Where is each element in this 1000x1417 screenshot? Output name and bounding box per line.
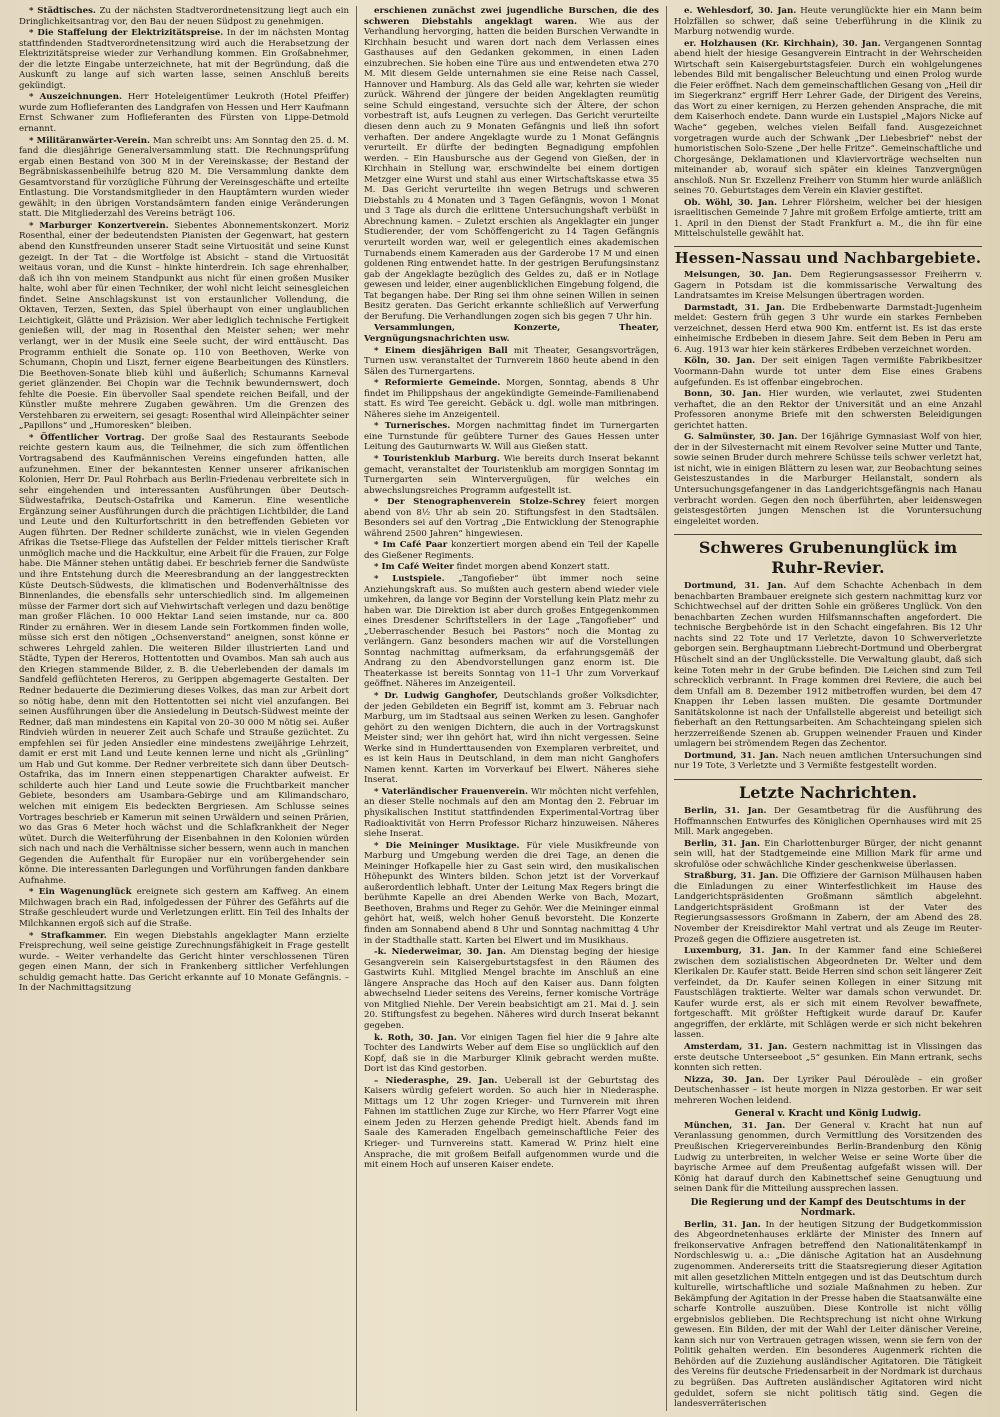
article-body: Ein wegen Diebstahls angeklagter Mann erzielte Freisprechung, weil seine geistige Zurechnungsfähigkeit in Frage gestellt wurde. – Weiter verhandelte das Gericht hinter verschlossenen Türen gegen einen Mann, der sich in Frankenberg sittlicher Verfehlungen schuldig gemacht hatte. Das Gericht erkannte auf 10 Monate Gefängnis. – In der Nachmittagsitzung xyxy=(19,930,349,994)
article-lead: * Touristenklub Marburg. xyxy=(374,453,500,464)
article-paragraph xyxy=(674,581,982,750)
article-body: konzertiert morgen abend ein Teil der Kapelle des Gießener Regiments. xyxy=(364,540,659,561)
article-paragraph xyxy=(674,432,982,527)
article-body: ereignete sich gestern am Kaffweg. An einem Milchwagen brach ein Rad, infolgedessen der Führer des Gefährts auf die Straße geschleudert wurde und Verletzungen erlitt. Ein Teil des Inhalts der Milchkannen ergoß sich auf die Straße. xyxy=(19,887,349,930)
article-paragraph xyxy=(364,454,659,496)
article-lead: * Ein Wagenunglück xyxy=(29,887,132,898)
article-body: In der heutigen Sitzung der Budgetkommission des Abgeordnetenhauses erklärte der Minister des Innern auf freikonservative Anfragen betreffend den Nationalitätenkampf in Nordschleswig u. a.: „Die dänische Agitation hat an Ausdehnung zugenommen. Andererseits tritt die Staatsregierung dieser Agitation mit allen gesetzlichen Mitteln entgegen und ist das Deutschtum durch kulturelle, wirtschaftliche und soziale Maßnahmen zu heben. Zur Bekämpfung der Agitation in der Presse haben die Staatsanwälte eine scharfe Kontrolle auszuüben. Diese Kontrolle ist nicht völlig ergebnislos geblieben. Die Rechtsprechung ist nicht ohne Wirkung gewesen. Ein Bilden, der mit der Wahl der Leiter dänischer Vereine, kann sich nur von Vertrauen getragen wissen, wenn sie fern von der Politik gehalten werden. Ein besonderes Augenmerk richten die Behörden auf die Zuziehung ausländischer Agitatoren. Die Tätigkeit des Vereins für deutsche Friedensarbeit in der Nordmark ist durchaus zu begrüßen. Das Auftreten ausländischer Agitatoren wird nicht geduldet, sofern sie nicht politisch tätig sind. Gegen die landesverräterischen xyxy=(674,1219,983,1410)
article-body: Wir möchten nicht verfehlen, an dieser Stelle nochmals auf den am Montag den 2. Februar im physikalischen Institut stattfindenden Experimental-Vortrag über Radioaktivität von Herrn Professor Richarz hinzuweisen. Näheres siehe Inserat. xyxy=(364,786,659,840)
article-body: mit Theater, Gesangsvorträgen, Turnen usw. veranstaltet der Turnverein 1860 heute abend in den Sälen des Turnergartens. xyxy=(364,345,659,377)
article-body: In der Kammer fand eine Schießerei zwischen dem sozialistischen Abgeordneten Dr. Welter und dem Klerikalen Dr. Kaufer statt. Beide Herren sind schon seit längerer Zeit verfeindet, da Dr. Kaufer seinen Kollegen in einer Sitzung mit Faustschlägen traktierte. Welter war damals schon verwundet. Dr. Kaufer wurde erst, als er sich mit einem Revolver bewaffnete, fortgeschafft. Mit größter Heftigkeit wurde darauf Dr. Kaufer angegriffen, der erklärte, mit Schlägen werde er sich nicht bekehren lassen. xyxy=(674,946,983,1041)
article-paragraph xyxy=(674,6,982,38)
article-body: Wie aus der Verhandlung hervorging, hatten die beiden Burschen Verwandte in Kirchhain besucht und waren dort nach dem Verlassen eines Gasthauses auf den Gedanken gekommen, in einen Laden einzubrechen. Sie hoben eine Türe aus und entwendeten etwa 270 M. Mit diesem Gelde unternahmen sie eine Reise nach Cassel, Hannover und Hamburg. Als das Geld alle war, kehrten sie wieder zurück. Während der jüngere der beiden Angeklagten reumütig seine Schuld eingestand, versuchte sich der Ältere, der schon vorbestraft ist, aufs Leugnen zu verlegen. Das Gericht verurteilte diesen denn auch zu 9 Monaten Gefängnis und ließ ihn sofort verhaften. Der andere Angeklagte wurde zu 1 Monat Gefängnis verurteilt. Er dürfte der bedingten Begnadigung empfohlen werden. – Ein Hausbursche aus der Gegend von Gießen, der in Kirchhain in Stellung war, erschwindelte bei einem dortigen Metzger eine Wurst und stahl aus einer Wirtschaftskasse etwa 35 M. Das Gericht verurteilte ihn wegen Betrugs und schweren Diebstahls zu 4 Monaten und 3 Tagen Gefängnis, wovon 1 Monat und 3 Tage als durch die erlittene Untersuchungshaft verbüßt in Abrechnung kamen. – Zuletzt erschien als Angeklagter ein junger Studierender, der vom Schöffengericht zu 14 Tagen Gefängnis verurteilt worden war, weil er gelegentlich eines akademischen Turnabends einem Kameraden aus der Garderobe 17 M und einen goldenen Ring entwendet hatte. In der gestrigen Berufungsinstanz gab der Angeklagte bezüglich des Geldes zu, daß er in Notlage gewesen und leider, einer augenblicklichen Eingebung folgend, die Tat begangen habe. Der Ring sei ihm ohne seinen Willen in seinen Besitz geraten. Das Gericht erkannte schließlich auf Verwerfung der Berufung. Die Verhandlungen zogen sich bis gegen 7 Uhr hin. xyxy=(364,16,659,322)
article-paragraph xyxy=(19,92,349,134)
article-lead: Dortmund, 31. Jan. xyxy=(684,581,787,592)
article-lead: München, 31. Jan. xyxy=(684,1120,786,1131)
article-lead: Luxemburg, 31. Jan. xyxy=(684,946,792,957)
article-lead: * Städtisches. xyxy=(29,6,96,16)
article-body: Heute verunglückte hier ein Mann beim Holzfällen so schwer, daß seine Ueberführung in die Klinik zu Marburg notwendig wurde. xyxy=(674,6,983,38)
article-body: Für viele Musikfreunde von Marburg und Umgebung werden die drei Tage, an denen die Meininger Hofkapelle hier zu Gast sein wird, den musikalischen Höhepunkt des Winters bilden. Schon jetzt ist der Vorverkauf außerordentlich lebhaft. Unter der Leitung Max Regers bringt die berühmte Kapelle an drei Abenden Werke von Bach, Mozart, Beethoven, Brahms und Reger zu Gehör. Wer die Meininger einmal gehört hat, weiß, welch hoher Genuß bevorsteht. Die Konzerte finden am Sonnabend abend 8 Uhr und Sonntag nachmittag 4 Uhr in der Stadthalle statt. Karten bei Elwert und im Musikhaus. xyxy=(364,840,660,946)
article-body: „Tangofieber“ übt immer noch seine Anziehungskraft aus. So mußten auch gestern abend wieder viele umkehren, da lange vor Beginn der Vorstellung kein Platz mehr zu haben war. Die Direktion ist aber durch großes Entgegenkommen eines Dresdener Schriftstellers in der Lage „Tangofieber“ und „Ueberraschender Besuch bei Pastors“ noch die Montag zu verlängern. Ganz besonders machen wir auf die Vorstellungen Sonntag nachmittag aufmerksam, da erfahrungsgemäß der Andrang zu den Abendvorstellungen ganz enorm ist. Die Theaterkasse ist bereits Sonntag von 11–1 Uhr zum Vorverkauf geöffnet. Näheres im Anzeigenteil. xyxy=(364,573,660,690)
article-paragraph xyxy=(364,841,659,946)
article-lead: -k. Niederweimar, 30. Jan. xyxy=(374,947,506,958)
article-lead: Bonn, 30. Jan. xyxy=(684,389,762,400)
article-lead: Melsungen, 30. Jan. xyxy=(684,270,792,281)
article-body: Deutschlands großer Volksdichter, der jeden Gebildeten ein Begriff ist, kommt am 3. Februar nach Marburg, um im Stadtsaal aus seinen Werken zu lesen. Ganghofer gehört zu den wenigen Dichtern, die auch in der Vortragskunst Meister sind; wer ihn gehört hat, wird ihn nicht vergessen. Seine Werke sind in Hunderttausenden von Exemplaren verbreitet, und es ist kein Haus in Deutschland, in dem man nicht Ganghofers Namen kennt. Karten im Vorverkauf bei Elwert. Näheres siehe Inserat. xyxy=(364,691,659,786)
article-lead: * Die Meininger Musiktage. xyxy=(374,840,520,851)
article-lead: – Niederasphe, 29. Jan. xyxy=(374,1075,498,1086)
article-lead: Berlin, 31. Jan. xyxy=(684,1219,761,1230)
section-heading: Schweres Grubenunglück im Ruhr-Revier. xyxy=(674,534,982,578)
article-paragraph xyxy=(364,787,659,840)
article-paragraph xyxy=(674,198,982,240)
article-paragraph xyxy=(674,946,982,1041)
article-lead: Berlin, 31. Jan. xyxy=(684,806,767,816)
article-lead: * Lustspiele. xyxy=(374,573,445,584)
article-paragraph xyxy=(19,136,349,220)
article-body: Ueberall ist der Geburtstag des Kaisers würdig gefeiert worden. So auch hier in Niederasphe. Mittags um 12 Uhr zogen Krieger- und Turnverein mit ihren Fahnen im stattlichen Zuge zur Kirche, wo Herr Pfarrer Vogt eine einem Jeden zu Herzen gehende Predigt hielt. Abends fand im Saale des Kameraden Engelbach gemeinschaftliche Feier des Krieger- und Turnvereins statt. Kamerad W. Prinz hielt eine Ansprache, die mit großem Beifall aufgenommen wurde und die mit einem Hoch auf unseren Kaiser endete. xyxy=(364,1075,660,1171)
article-body: Zu der nächsten Stadtverordnetensitzung liegt auch ein Dringlichkeitsantrag vor, den Bau der neuen Südpost zu genehmigen. xyxy=(19,6,349,27)
article-body: Nach neuen amtlichen Untersuchungen sind nur 19 Tote, 3 Verletzte und 3 Vermißte festgestellt worden. xyxy=(674,750,982,772)
article-body: Der 16jährige Gymnasiast Wolf von hier, der in der Silvesternacht mit einem Revolver seine Mutter und Tante, sowie seinen Bruder durch mehrere Schüsse teils schwer verletzt hat, ist nicht, wie in einigen Blättern zu lesen war, zur Beobachtung seines Geisteszustandes in die Marburger Heilanstalt, sondern als Untersuchungsgefangener in das Landgerichtsgefängnis nach Hanau verbracht worden. Gegen den noch überführten, aber leidenswegen geistesgestörten jungen Menschen ist die Voruntersuchung eingeleitet worden. xyxy=(674,432,983,527)
column-right xyxy=(667,6,989,1411)
article-body: Herr Hoteleigentümer Leukroth (Hotel Pfeiffer) wurde zum Hoflieferanten des Landgrafen von Hessen und Herr Kaufmann Ernst Schwaner zum Hoflieferanten des Fürsten von Lippe-Detmold ernannt. xyxy=(19,92,349,135)
article-paragraph xyxy=(674,389,982,431)
section-heading: Hessen-Nassau und Nachbargebiete. xyxy=(674,246,982,268)
article-paragraph xyxy=(364,540,659,561)
article-paragraph xyxy=(674,871,982,945)
article-paragraph xyxy=(364,421,659,453)
article-paragraph xyxy=(19,28,349,91)
article-body: Siebentes Abonnementskonzert. Moriz Rosenthal, einer der bedeutendsten Pianisten der Gegenwart, hat gestern abend den Kunstfreunden unserer Stadt seine Virtuosität und seine Kunst gezeigt. In der Tat – die Wortfolge ist Absicht – stand die Virtuosität weitaus voran, und die Kunst – hinkte hinterdrein. Ich sage ehrenhalber, daß ich ihn von meinem Standpunkt aus nicht für einen großen Musiker halte, wohl aber für einen Techniker, der wohl nicht leicht seinesgleichen findet. Seine Anschlagskunst ist von erstaunlicher Vollendung, die Oktaven, Terzen, Sexten, das Spiel überhaupt von einer unglaublichen Leichtigkeit, Glätte und Präzision. Wer aber lediglich technische Fertigkeit genießen will, der mag in Rosenthal den Meister sehen; wer mehr verlangt, wer in der Musik eine Seele sucht, der wird enttäuscht. Das Programm enthielt die Sonate op. 110 von Beethoven, Werke von Schumann, Chopin und Liszt, ferner eigene Bearbeitungen des Künstlers. Die Beethoven-Sonate blieb kühl und äußerlich; Schumanns Karneval geriet glänzender. Bei Chopin war die Technik bewundernswert, doch fehlte die Poesie. Ein übervoller Saal spendete reichen Beifall, und der Künstler mußte mehrere Zugaben gewähren. Um die Grenzen des Verstehbaren zu erweitern, sei gesagt: Rosenthal wird Alleinpächter seiner „Papillons“ und „Humoresken“ bleiben. xyxy=(19,220,349,432)
article-body: Morgen nachmittag findet im Turnergarten eine Turnstunde für geübtere Turner des Gaues Hessen unter Leitung des Gauturnwarts W. Will aus Gießen statt. xyxy=(364,421,659,453)
article-paragraph xyxy=(674,806,982,838)
article-paragraph xyxy=(364,323,659,344)
article-body: Lehrer Flörsheim, welcher bei der hiesigen israelitischen Gemeinde 7 Jahre mit großem Erfolge amtierte, tritt am 1. April in den Dienst der Stadt Frankfurt a. M., die ihn für eine Mittelschulstelle gewählt hat. xyxy=(674,197,982,240)
article-paragraph xyxy=(364,497,659,539)
article-paragraph xyxy=(674,356,982,388)
article-body: Gestern nachmittag ist in Vlissingen das erste deutsche Unterseeboot „5“ gesunken. Ein Mann ertrank, sechs konnten sich retten. xyxy=(674,1042,982,1074)
sub-heading: Die Regierung und der Kampf des Deutschtums in der Nordmark. xyxy=(690,1197,966,1219)
article-paragraph xyxy=(19,931,349,994)
article-lead: * Turnerisches. xyxy=(374,421,451,432)
article-paragraph xyxy=(674,39,982,197)
article-body: Man schreibt uns: Am Sonntag den 25. d. M. fand die diesjährige Generalversammlung statt. Die Rechnungsprüfung ergab einen Bestand von 300 M in der Vereinskasse; der Bestand der Begräbniskassenbeihilfe betrug 820 M. Die Versammlung dankte dem Gesamtvorstand für vorzügliche Führung der Vereinsgeschäfte und erteilte Entlastung. Die Vorstandsmitglieder in den Hauptämtern wurden wieder gewählt; in den übrigen Vorstandsämtern fanden einige Veränderungen statt. Die Mitgliederzahl des Vereins beträgt 106. xyxy=(19,135,350,220)
article-paragraph xyxy=(19,433,349,887)
article-body: Der Lyriker Paul Déroulède – ein großer Deutschenhasser – ist heute morgen in Nizza gestorben. Er war seit mehreren Wochen leidend. xyxy=(674,1074,983,1106)
article-lead: G. Salmünster, 30. Jan. xyxy=(684,432,798,443)
article-lead: * Marburger Konzertverein. xyxy=(29,220,169,231)
article-lead: * Im Café Weiter xyxy=(374,562,454,573)
article-lead: er. Holzhausen (Kr. Kirchhain), 30. Jan. xyxy=(684,38,881,49)
article-lead: * Öffentlicher Vortrag. xyxy=(29,432,145,443)
article-lead: Amsterdam, 31. Jan. xyxy=(684,1042,788,1053)
article-lead: Versammlungen, Konzerte, Theater, Vergnügungsnachrichten usw. xyxy=(364,323,659,344)
article-body: Der Gesamtbetrag für die Ausführung des Hoffmannschen Entwurfes des Königlichen Opernhauses wird mit 25 Mill. Mark angegeben. xyxy=(674,806,982,838)
article-paragraph xyxy=(364,691,659,786)
article-paragraph xyxy=(364,346,659,378)
article-paragraph xyxy=(364,562,659,573)
article-body: Hier wurden, wie verlautet, zwei Studenten verhaftet, die an den Rektor der Universität und an eine Anzahl Professoren anonyme Briefe mit den schwersten Beleidigungen gerichtet hatten. xyxy=(674,389,983,431)
article-paragraph xyxy=(674,270,982,302)
article-paragraph xyxy=(364,1033,659,1075)
article-body: Die Offiziere der Garnison Mülhausen haben die Einladungen zu einer Winterfestlichkeit im Hause des Landgerichtspräsidenten Großmann sämtlich abgelehnt. Landgerichtspräsident Großmann ist der Vater des Regierungsassessors Großmann in Zabern, der am Abend des 28. November der Kreisdirektor Mahl vertrat und als Zeuge im Reuter-Prozeß gegen die Offiziere ausgetreten ist. xyxy=(674,871,982,945)
article-lead: Dortmund, 31. Jan. xyxy=(684,750,779,761)
article-lead: Straßburg, 31. Jan. xyxy=(684,871,779,882)
article-lead: * Die Staffelung der Elektrizitätspreise. xyxy=(29,28,224,39)
article-lead: Köln, 30. Jan. xyxy=(684,356,756,367)
article-paragraph xyxy=(674,839,982,871)
article-paragraph xyxy=(674,751,982,772)
article-paragraph xyxy=(19,6,349,27)
article-body: feiert morgen abend von 8½ Uhr ab sein 20. Stiftungsfest in den Stadtsälen. Besonders sei auf den Vortrag „Die Entwicklung der Stenographie während 2500 Jahren“ hingewiesen. xyxy=(364,497,659,539)
article-paragraph xyxy=(674,1075,982,1107)
article-lead: Berlin, 31. Jan. xyxy=(684,838,760,849)
article-lead: * Auszeichnungen. xyxy=(29,92,122,103)
article-lead: * Strafkammer. xyxy=(29,930,107,941)
article-paragraph xyxy=(674,1121,982,1195)
article-paragraph xyxy=(364,574,659,690)
article-paragraph xyxy=(674,1220,982,1410)
article-paragraph xyxy=(364,6,659,322)
article-body: Vergangenen Sonntag abend hielt der hiesige Gesangverein Eintracht in der Wehrscheiden Wirtschaft sein Kaisergeburtstagsfeier. Durch ein wohlgelungenes lebendes Bild mit bengalischer Beleuchtung und einen Prolog wurde die Feier eröffnet. Nach dem gemeinschaftlichen Gesang von „Heil dir im Siegerkranz“ ergriff Herr Lehrer Gade, der Dirigent des Vereins, das Wort zu einer kernigen, zu Herzen gehenden Ansprache, die mit dem Kaiserhoch endete. Dann wurde ein Lustspiel „Majors Nicke auf Wache“ gegeben, welches vielen Beifall fand. Ausgezeichnet vorgetragen wurde auch der Schwank „Der Liebesbrief“ nebst der humoristischen Solo-Szene „Der helle Fritze“. Gemeinschaftliche und Chorgesänge, Deklamationen und Klaviervorträge wechselten nun miteinander ab, worauf sich später ein kleines Tanzvergnügen anschloß. Nun Sr. Exzellenz Freiherr von Stumm hier wurde anläßlich seines 70. Geburtstages dem Verein ein Klavier gestiftet. xyxy=(674,38,983,197)
article-body: Der General v. Kracht hat nun auf Veranlassung genommen, durch Vermittlung des Vorsitzenden des Preußischen Kriegervereinbundes Berlin-Brandenburg den König Ludwig zu unterbreiten, in welcher Weise er seine Worte über die bayrische Armee auf dem Preußentag aufgefaßt wissen will. Der König hat darauf durch den Kabinettschef seine Genugtuung und seinen Dank für die Mitteilung aussprechen lassen. xyxy=(674,1120,982,1195)
article-lead: * Im Café Paar xyxy=(374,540,448,551)
article-body: Die Erdbebenwarte Darmstadt-Jugenheim meldet: Gestern früh gegen 3 Uhr wurde ein starkes Fernbeben verzeichnet, dessen Herd etwa 900 Km. entfernt ist. Es ist das erste einheimische Erdbeben in diesem Jahre. Seit dem Beben in Peru am 6. Aug. 1913 war hier kein stärkeres Erdbeben verzeichnet worden. xyxy=(674,302,982,355)
article-paragraph xyxy=(364,378,659,420)
article-lead: Nizza, 30. Jan. xyxy=(684,1074,765,1085)
article-paragraph xyxy=(674,303,982,356)
article-body: Vor einigen Tagen fiel hier die 9 Jahre alte Tochter des Landwirts Weber auf dem Eise so unglücklich auf den Kopf, daß sie in die Marburger Klinik gebracht werden mußte. Dort ist das Kind gestorben. xyxy=(364,1032,660,1075)
article-lead: e. Wehlesdorf, 30. Jan. xyxy=(684,6,797,16)
article-lead: * Reformierte Gemeinde. xyxy=(374,378,501,389)
article-body: findet morgen abend Konzert statt. xyxy=(456,562,610,573)
article-lead: * Der Stenographenverein Stolze-Schrey xyxy=(374,497,586,508)
article-lead: Ob. Wöhl, 30. Jan. xyxy=(684,197,777,208)
article-paragraph xyxy=(364,947,659,1031)
article-lead: erschienen zunächst zwei jugendliche Burschen, die des schweren Diebstahls angeklagt waren. xyxy=(364,6,659,27)
article-paragraph xyxy=(19,221,349,432)
article-body: Der große Saal des Restaurants Seebode reichte gestern kaum aus, die Teilnehmer, die sich zum öffentlichen Vortragsabend des Kaufmännischen Vereins eingefunden hatten, alle aufzunehmen. Einer der bekanntesten Kenner unserer afrikanischen Kolonien, Herr Dr. Paul Rohrbach aus Berlin-Friedenau verbreitete sich in sehr eingehenden und interessanten Ausführungen über Deutsch-Südwestafrika, Deutsch-Ostafrika und Kamerun. Eine wesentliche Ergänzung seiner Ausführungen durch die prächtigen Lichtbilder, die Land und Leute und den Kulturfortschritt in den betreffenden Gebieten vor Augen führten. Der Redner schilderte zunächst, wie in vielen Gegenden Afrikas die Tsetse-Fliege das Aufstellen der Felder mittels tierischer Kraft unmöglich mache und die Hackkultur, eine Arbeit für die Frauen, zur Folge habe. Die Männer stehen untätig dabei. Er beschrieb ferner die Sandwüste und ihre Entstehung durch die Meeresbrandung an der langgestreckten Küste Deutsch-Südwests, die klimatischen und Bodenverhältnisse des Binnenlandes, die ebensfalls sehr unterschiedlich sind. Im allgemeinen müsse der Farmer dort sich auf Viehwirtschaft verlegen und dazu benötige man großer Flächen. 10 000 Hektar Land seien imstande, nur ca. 800 Rinder zu ernähren. Wer in diesem Lande sein Fortkommen finden wolle, müsse sich erst den nötigen „Ochsenverstand“ aneignen, sonst könne er schweres Lehrgeld zahlen. Die weiteren Bilder illustrierten Land und Städte, Typen der Hereros, Hottentotten und Ovambos. Man sah auch aus den Kriegen stammende Bilder, z. B. die Ueberlebenden der damals im Sandfeld geflüchteten Hereros, zu Gerippen abgemagerte Gestalten. Der Redner bedauerte die Dezimierung dieses Volkes, das man zur Arbeit dort so nötig habe, denn mit den Hottentotten sei nicht viel anzufangen. Bei seinen Ausführungen über die Ansiedelung in Deutsch-Südwest meinte der Redner, daß man mindestens ein Kapital von 20–30 000 M nötig sei. Außer Rindvieh würden in neuerer Zeit auch Schafe und Strauße gezüchtet. Zu empfehlen sei für jeden Ansiedler eine mindestens zweijährige Lehrzeit, damit er erst mit Land und Leute kennen lerne und nicht als „Grünling“ um Hab und Gut komme. Der Redner verbreitete sich dann über Deutsch-Ostafrika, das im Innern einen steppenartigen Charakter aufweist. Er schilderte auch hier Land und Leute sowie die Fruchtbarkeit mancher Gebiete, besonders am Usambara-Gebirge und am Kilimandscharo, welchen mit einigem Eis bedeckten Bergriesen. Am Schlusse seines Vortrages beschrieb er Kamerun mit seinen Urwäldern und seinen Prärien, wo das Gras 6 Meter hoch wächst und die Schlafkrankheit der Neger wütet. Durch die Weiterführung der Eisenbahnen in den Kolonien würden sich nach und nach die Verhältnisse sicher bessern, wenn auch in manchen Gegenden die Aufenthalt für Europäer nur ein vorübergehender sein könne. Die interessanten Darlegungen und Vorführungen fanden dankbare Aufnahme. xyxy=(19,432,349,886)
article-paragraph xyxy=(19,887,349,929)
article-lead: * Einem diesjährigen Ball xyxy=(374,345,508,356)
section-heading: Letzte Nachrichten. xyxy=(674,779,982,803)
article-lead: k. Roth, 30. Jan. xyxy=(374,1032,457,1043)
article-body: Wie bereits durch Inserat bekannt gemacht, veranstaltet der Touristenklub am morgigen Sonntag im Turnergarten sein Winterverguügen, für welches ein abwechslungsreiches Programm aufgestellt ist. xyxy=(364,453,659,496)
article-paragraph xyxy=(674,1042,982,1074)
article-body: Der seit einigen Tagen vermißte Fabrikbesitzer Voormann-Dahn wurde tot unter dem Eise eines Grabens aufgefunden. Es ist offenbar eingebrochen. xyxy=(674,356,983,388)
column-left xyxy=(12,6,357,1411)
article-lead: Darmstadt, 31. Jan. xyxy=(684,302,785,313)
article-body: In der im nächsten Montag stattfindenden Stadtverordnetensitzung wird auch die Herabsetzung der Elektrizitätspreise wieder zur Verhandlung kommen. Ein Großabnehmer, der die letzte Eingabe unterzeichnete, hat mit der Begründung, daß die Auskunft zu lange auf sich warten lasse, seinen Anschluß bereits gekündigt. xyxy=(19,28,349,91)
article-body: Auf dem Schachte Achenbach in dem benachbarten Brambauer ereignete sich gestern nachmittag kurz vor Schichtwechsel auf der dritten Sohle ein größeres Unglück. Von den benachbarten Zechen wurden Hilfsmannschaften angefordert. Die technische Bergbehörde ist in den Schacht eingefahren. Bis 12 Uhr nachts sind 22 Tote und 17 Verletzte, davon 10 Schwerverletzte geborgen sein. Berghauptmann Liebrecht-Dortmund und Oberbergrat Hüschelt sind an der Unglücksstelle. Die Verwaltung glaubt, daß sich keine Toten mehr in der Grube befinden. Die Leichen sind zum Teil schrecklich verbrannt. In Frage kommen drei Reviere, die auch bei dem Unfall am 8. Dezember 1912 mitbetroffen wurden, bei dem 47 Knappen ihr Leben lassen mußten. Die gesamte Dortmunder Sanitätskolonne ist nach der Unfallstelle abgereist und beteiligt sich fieberhaft an den Rettungsarbeiten. Am Schachteingang spielen sich herzzerreißende Szenen ab. Gruppen weinender Frauen und Kinder umlagern bei strömendem Regen das Zechentor. xyxy=(674,581,983,750)
article-lead: * Vaterländischer Frauenverein. xyxy=(374,786,528,797)
article-lead: * Dr. Ludwig Ganghofer, xyxy=(374,691,498,701)
article-body: Dem Regierungsassessor Freiherrn v. Gagern in Potsdam ist die kommissarische Verwaltung des Landratsamtes im Kreise Melsungen übertragen worden. xyxy=(674,270,982,302)
article-body: Morgen, Sonntag, abends 8 Uhr findet im Philippshaus der angekündigte Gemeinde-Familienabend statt. Es wird Tee gereicht. Gebäck u. dgl. wolle man mitbringen. Näheres siehe im Anzeigenteil. xyxy=(364,378,659,420)
article-body: Ein Charlottenburger Bürger, der nicht genannt sein will, hat der Stadtgemeinde eine Million Mark für arme und skrofulöse oder schwächliche Kinder geschenkweise überlassen. xyxy=(674,838,982,870)
column-middle xyxy=(357,6,667,1411)
article-paragraph xyxy=(364,1076,659,1171)
article-lead: * Militäranwärter-Verein. xyxy=(29,135,151,146)
sub-heading: General v. Kracht und König Ludwig. xyxy=(734,1109,922,1120)
article-body: Am Dienstag beging der hiesige Gesangverein sein Kaisergeburtstagsfest in den Räumen des Gastwirts Kuhl. Mitglied Mengel brachte im Anschluß an eine längere Ansprache das Hoch auf den Kaiser aus. Dann folgten abwechselnd Lieder seitens des Vereins, ferner komische Vorträge von Mitglied Niehle. Der Verein beabsichtigt am 21. Mai d. J. sein 20. Stiftungsfest zu begehen. Näheres wird durch Inserat bekannt gegeben. xyxy=(364,947,660,1031)
